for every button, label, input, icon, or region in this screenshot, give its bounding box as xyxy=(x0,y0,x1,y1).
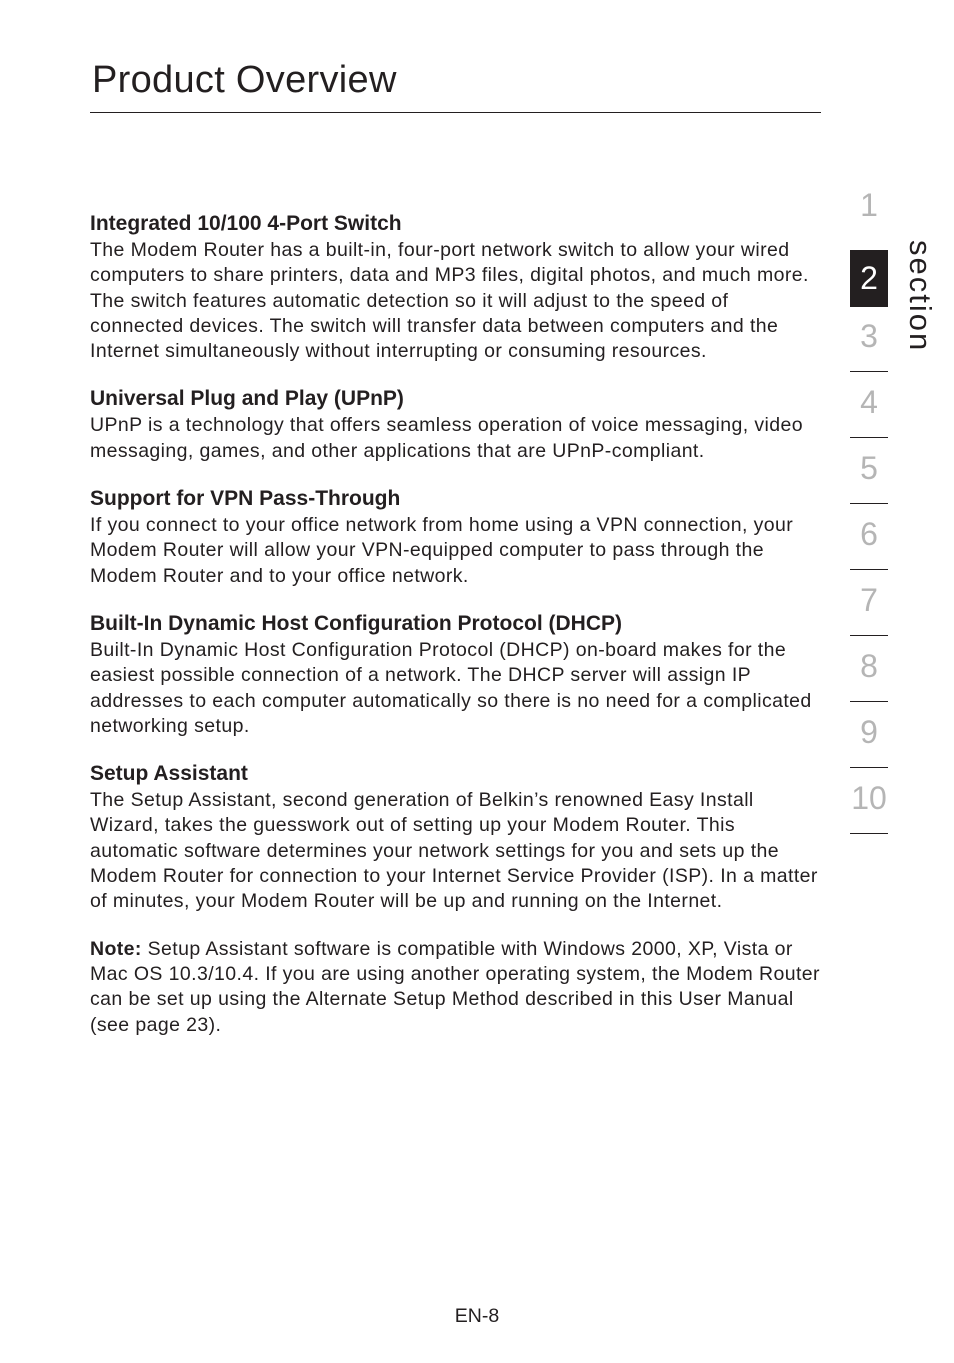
section-nav-item-10[interactable]: 10 xyxy=(850,769,888,834)
section-body: The Setup Assistant, second generation of Belkin’s renowned Easy Install Wizard, takes the guesswork out of setting up your Modem Router. This automatic software determines your network settings for you and sets up the Modem Router for connection to your Internet Service Provider (ISP). In a matter of minutes, your Modem Router will be up and running on the Internet. xyxy=(90,789,818,913)
section-heading: Setup Assistant xyxy=(90,762,248,786)
section-vpn xyxy=(90,485,820,589)
page-number: EN-8 xyxy=(454,1305,500,1327)
section-body: The Modem Router has a built-in, four-port network switch to allow your wired computers to share printers, data and MP3 files, digital photos, and much more. The switch features automatic detection so it will adjust to the speed of connected devices. The switch will transfer data between computers and the Internet simultaneously without interrupting or consuming resources. xyxy=(90,239,809,363)
section-label: section xyxy=(903,240,938,353)
section-dhcp xyxy=(90,610,820,739)
section-nav-item-8[interactable]: 8 xyxy=(850,637,888,702)
section-upnp xyxy=(90,385,820,464)
section-body: If you connect to your office network from home using a VPN connection, your Modem Router will allow your VPN-equipped computer to pass through the Modem Router and to your office network. xyxy=(90,514,794,587)
page-title: Product Overview xyxy=(92,59,397,101)
section-nav-item-1[interactable]: 1 xyxy=(860,187,878,223)
section-body: Built-In Dynamic Host Configuration Protocol (DHCP) on-board makes for the easiest possible connection of a network. The DHCP server will assign IP addresses to each computer automatically so there is no need for a complicated networking setup. xyxy=(90,638,812,737)
section-heading: Universal Plug and Play (UPnP) xyxy=(90,387,404,411)
section-nav-item-6[interactable]: 6 xyxy=(850,505,888,570)
section-heading: Built-In Dynamic Host Configuration Protocol (DHCP) xyxy=(90,611,622,635)
section-nav-item-7[interactable]: 7 xyxy=(850,571,888,636)
section-nav xyxy=(850,176,888,835)
section-nav-item-5[interactable]: 5 xyxy=(850,439,888,504)
section-nav-item-3[interactable]: 3 xyxy=(850,307,888,372)
note-text: Setup Assistant software is compatible with Windows 2000, XP, Vista or Mac OS 10.3/10.4. If you are using another operating system, the Modem Router can be set up using the Alternate Setup Method described in this User Manual (see page 23). xyxy=(90,937,820,1036)
section-nav-item-4[interactable]: 4 xyxy=(850,373,888,438)
title-divider xyxy=(90,112,821,113)
section-body: UPnP is a technology that offers seamless operation of voice messaging, video messaging, games, and other applications that are UPnP-compliant. xyxy=(90,414,803,462)
section-heading: Integrated 10/100 4-Port Switch xyxy=(90,212,402,235)
section-heading: Support for VPN Pass-Through xyxy=(90,487,401,511)
note-label: Note: xyxy=(90,937,142,960)
section-nav-item-9[interactable]: 9 xyxy=(850,703,888,768)
section-port-switch xyxy=(90,210,820,364)
note-paragraph xyxy=(90,937,820,1038)
section-nav-item-2[interactable]: 2 xyxy=(850,250,888,307)
section-setup-assistant xyxy=(90,760,820,914)
main-content xyxy=(90,210,820,1038)
